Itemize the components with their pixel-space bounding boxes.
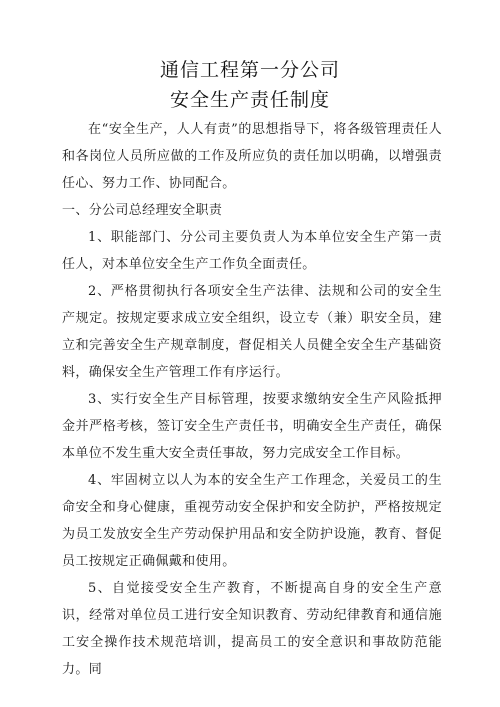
company-title: 通信工程第一分公司 bbox=[159, 59, 340, 81]
document-body bbox=[62, 116, 442, 683]
duty-item-5: 5、自觉接受安全生产教育，不断提高自身的安全生产意识，经常对单位员工进行安全知识教育、劳动纪律教育和通信施工安全操作技术规范培训，提高员工的安全意识和事故防范能力。同 bbox=[62, 581, 442, 677]
duty-item-4: 4、牢固树立以人为本的安全生产工作理念，关爱员工的生命安全和身心健康，重视劳动安全保护和安全防护，严格按规定为员工发放安全生产劳动保护用品和安全防护设施，教育、督促员工按规定正确佩戴和使用。 bbox=[62, 473, 442, 569]
duty-item-1: 1、职能部门、分公司主要负责人为本单位安全生产第一责任人，对本单位安全生产工作负全面责任。 bbox=[62, 230, 442, 272]
duty-item-3: 3、实行安全生产目标管理，按要求缴纳安全生产风险抵押金并严格考核，签订安全生产责任书，明确安全生产责任，确保本单位不发生重大安全责任事故，努力完成安全工作目标。 bbox=[62, 392, 442, 461]
document-title: 安全生产责任制度 bbox=[169, 89, 330, 111]
duty-item-2: 2、严格贯彻执行各项安全生产法律、法规和公司的安全生产规定。按规定要求成立安全组织，设立专（兼）职安全员，建立和完善安全生产规章制度，督促相关人员健全安全生产基础资料，确保安全生产管理工作有序运行。 bbox=[62, 284, 442, 380]
section-heading: 一、分公司总经理安全职责 bbox=[62, 203, 223, 218]
intro-paragraph: 在“安全生产，人人有责”的思想指导下，将各级管理责任人和各岗位人员所应做的工作及所应负的责任加以明确，以增强责任心、努力工作、协同配合。 bbox=[62, 122, 442, 191]
